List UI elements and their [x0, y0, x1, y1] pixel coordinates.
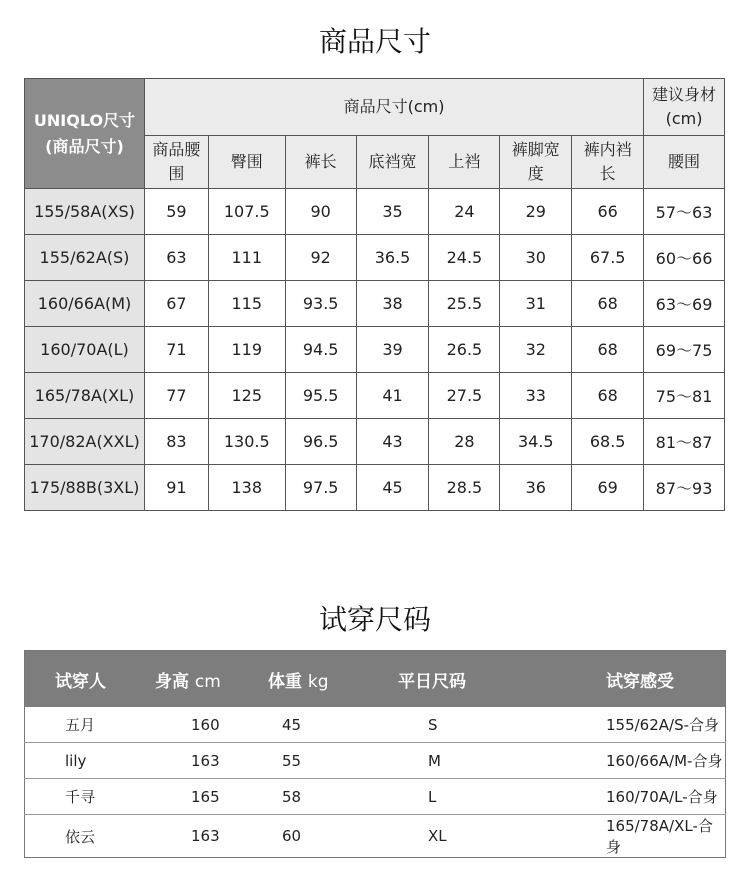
size-value-cell: 92 [285, 235, 356, 281]
size-value-cell: 67 [144, 281, 208, 327]
size-value-cell: 33 [500, 373, 572, 419]
size-value-cell: 94.5 [285, 327, 356, 373]
size-row [25, 235, 725, 281]
size-value-cell: 60～66 [644, 235, 725, 281]
size-value-cell: 34.5 [500, 419, 572, 465]
size-corner-header [25, 79, 145, 189]
size-row [25, 419, 725, 465]
size-column-header-line: 裤内裆 [583, 140, 632, 159]
size-column-header [644, 136, 725, 189]
size-value-cell: 36 [500, 465, 572, 511]
size-value-cell: 41 [356, 373, 429, 419]
try-on-cell: 55 [268, 743, 386, 779]
try-on-cell: 依云 [65, 827, 96, 846]
size-value-cell: 35 [356, 189, 429, 235]
size-column-header-line: 商品腰 [152, 140, 201, 159]
size-value-cell: 97.5 [285, 465, 356, 511]
try-on-row [25, 743, 726, 779]
size-value-cell: 69～75 [644, 327, 725, 373]
header-weight: 体重 kg [268, 651, 386, 708]
try-on-cell: XL [428, 827, 447, 845]
size-row [25, 189, 725, 235]
size-column-header-line: 长 [599, 164, 616, 183]
try-on-cell: 45 [268, 707, 386, 743]
size-value-cell: 125 [208, 373, 285, 419]
size-label-cell: 170/82A(XXL) [25, 419, 145, 465]
size-label-cell: 155/58A(XS) [25, 189, 145, 235]
size-section-title: 商品尺寸 [318, 25, 431, 58]
size-row [25, 327, 725, 373]
size-value-cell: 68.5 [572, 419, 644, 465]
body-header-line-2: (cm) [665, 109, 703, 128]
corner-line-1: UNIQLO尺寸 [33, 110, 136, 130]
size-value-cell: 81～87 [644, 419, 725, 465]
size-value-cell: 95.5 [285, 373, 356, 419]
size-column-header [356, 136, 429, 189]
size-label-cell: 155/62A(S) [25, 235, 145, 281]
size-value-cell: 138 [208, 465, 285, 511]
size-value-cell: 29 [500, 189, 572, 235]
size-column-header-line: 臀围 [230, 152, 263, 171]
size-value-cell: 90 [285, 189, 356, 235]
height-unit: cm [194, 671, 221, 692]
size-value-cell: 111 [208, 235, 285, 281]
size-value-cell: 69 [572, 465, 644, 511]
size-table [24, 78, 725, 511]
size-label-cell: 160/70A(L) [25, 327, 145, 373]
try-on-cell: 58 [268, 779, 386, 815]
size-row [25, 465, 725, 511]
size-value-cell: 68 [572, 281, 644, 327]
size-column-header-line: 底裆宽 [368, 152, 417, 171]
size-column-header-line: 裤脚宽 [511, 140, 560, 159]
size-value-cell: 77 [144, 373, 208, 419]
size-column-header-line: 裤长 [304, 152, 337, 171]
size-value-cell: 67.5 [572, 235, 644, 281]
size-value-cell: 26.5 [429, 327, 500, 373]
try-on-cell: 160/66A/M-合身 [558, 743, 726, 779]
size-value-cell: 43 [356, 419, 429, 465]
size-value-cell: 27.5 [429, 373, 500, 419]
product-size-group-header: 商品尺寸(cm) [144, 79, 643, 136]
size-row [25, 281, 725, 327]
header-usual-size: 平日尺码 [386, 651, 558, 708]
try-on-cell: 165/78A/XL-合身 [606, 817, 713, 856]
size-value-cell: 83 [144, 419, 208, 465]
size-value-cell: 63～69 [644, 281, 725, 327]
try-on-cell: 163 [191, 827, 220, 845]
size-value-cell: 119 [208, 327, 285, 373]
body-header-line-1: 建议身材 [652, 85, 717, 104]
size-value-cell: 63 [144, 235, 208, 281]
size-column-header [572, 136, 644, 189]
try-on-cell: lily [25, 743, 156, 779]
try-on-cell: M [386, 743, 558, 779]
size-value-cell: 30 [500, 235, 572, 281]
size-row [25, 373, 725, 419]
try-on-cell: 千寻 [25, 779, 156, 815]
size-column-header [285, 136, 356, 189]
weight-unit: kg [307, 671, 329, 692]
try-on-cell: S [386, 707, 558, 743]
size-value-cell: 57～63 [644, 189, 725, 235]
size-column-header [429, 136, 500, 189]
size-column-header-line: 上裆 [448, 152, 481, 171]
size-column-header-line: 围 [168, 164, 185, 183]
size-value-cell: 28.5 [429, 465, 500, 511]
try-on-cell: L [386, 779, 558, 815]
try-on-row [25, 779, 726, 815]
try-on-cell: 163 [155, 743, 268, 779]
size-value-cell: 115 [208, 281, 285, 327]
size-value-cell: 38 [356, 281, 429, 327]
try-on-row [25, 815, 726, 858]
try-on-cell: 165 [155, 779, 268, 815]
size-label-cell: 175/88B(3XL) [25, 465, 145, 511]
header-feel: 试穿感受 [558, 651, 726, 708]
size-label-cell: 165/78A(XL) [25, 373, 145, 419]
size-column-header [208, 136, 285, 189]
size-label-cell: 160/66A(M) [25, 281, 145, 327]
size-value-cell: 96.5 [285, 419, 356, 465]
try-on-cell: 155/62A/S-合身 [558, 707, 726, 743]
size-column-header-line: 度 [527, 164, 544, 183]
size-value-cell: 31 [500, 281, 572, 327]
size-column-header-line: 腰围 [668, 152, 701, 171]
size-value-cell: 68 [572, 373, 644, 419]
body-size-group-header [644, 79, 725, 136]
header-person: 试穿人 [25, 651, 156, 708]
size-value-cell: 68 [572, 327, 644, 373]
size-column-header [144, 136, 208, 189]
size-value-cell: 36.5 [356, 235, 429, 281]
try-on-cell: 60 [282, 827, 302, 845]
size-column-header [500, 136, 572, 189]
size-value-cell: 107.5 [208, 189, 285, 235]
try-section-title: 试穿尺码 [318, 603, 431, 636]
size-value-cell: 32 [500, 327, 572, 373]
size-value-cell: 24.5 [429, 235, 500, 281]
size-value-cell: 87～93 [644, 465, 725, 511]
size-value-cell: 39 [356, 327, 429, 373]
try-on-cell: 160 [155, 707, 268, 743]
size-value-cell: 25.5 [429, 281, 500, 327]
corner-line-2: (商品尺寸) [45, 136, 124, 156]
try-on-table [24, 650, 726, 858]
size-value-cell: 130.5 [208, 419, 285, 465]
size-value-cell: 71 [144, 327, 208, 373]
size-value-cell: 45 [356, 465, 429, 511]
try-on-cell: 五月 [25, 707, 156, 743]
size-value-cell: 93.5 [285, 281, 356, 327]
size-value-cell: 75～81 [644, 373, 725, 419]
try-on-row [25, 707, 726, 743]
try-on-cell: 160/70A/L-合身 [558, 779, 726, 815]
size-value-cell: 24 [429, 189, 500, 235]
size-value-cell: 91 [144, 465, 208, 511]
size-value-cell: 59 [144, 189, 208, 235]
size-value-cell: 66 [572, 189, 644, 235]
header-height: 身高 cm [155, 651, 268, 708]
size-value-cell: 28 [429, 419, 500, 465]
